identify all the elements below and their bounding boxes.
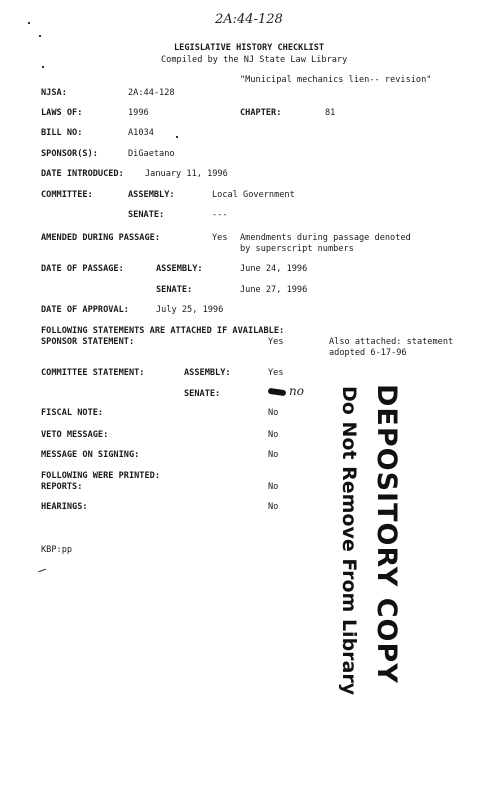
committee-statement-senate-label: SENATE:: [184, 389, 221, 399]
scan-speck: [42, 66, 44, 68]
laws-label: LAWS OF:: [41, 108, 83, 118]
date-introduced-label: DATE INTRODUCED:: [41, 169, 124, 179]
scan-speck: [176, 136, 178, 138]
bill-title: "Municipal mechanics lien-- revision": [240, 75, 432, 85]
hearings-value: No: [268, 502, 279, 512]
scan-speck: [38, 569, 46, 573]
message-on-signing-value: No: [268, 450, 279, 460]
bill-value: A1034: [128, 128, 154, 138]
committee-label: COMMITTEE:: [41, 190, 93, 200]
also-attached-line-1: Also attached: statement: [329, 337, 454, 347]
sponsor-statement-value: Yes: [268, 337, 284, 347]
amended-note-line-2: by superscript numbers: [240, 244, 354, 254]
following-printed-label: FOLLOWING WERE PRINTED:: [41, 471, 160, 481]
also-attached-line-2: adopted 6-17-96: [329, 348, 407, 358]
depository-stamp-line-2: Do Not Remove From Library: [338, 386, 360, 696]
committee-assembly-value: Local Government: [212, 190, 295, 200]
date-of-approval-value: July 25, 1996: [156, 305, 224, 315]
passage-senate-label: SENATE:: [156, 285, 193, 295]
fiscal-note-label: FISCAL NOTE:: [41, 408, 104, 418]
bill-label: BILL NO:: [41, 128, 83, 138]
laws-value: 1996: [128, 108, 149, 118]
njsa-label: NJSA:: [41, 88, 67, 98]
date-of-passage-label: DATE OF PASSAGE:: [41, 264, 124, 274]
passage-assembly-value: June 24, 1996: [240, 264, 308, 274]
committee-assembly-label: ASSEMBLY:: [128, 190, 175, 200]
chapter-value: 81: [325, 108, 336, 118]
scan-speck: [28, 22, 30, 24]
message-on-signing-label: MESSAGE ON SIGNING:: [41, 450, 140, 460]
committee-statement-assembly-value: Yes: [268, 368, 284, 378]
sponsor-label: SPONSOR(S):: [41, 149, 98, 159]
sponsor-value: DiGaetano: [128, 149, 175, 159]
depository-stamp-line-1: DEPOSITORY COPY: [371, 384, 402, 684]
committee-statement-label: COMMITTEE STATEMENT:: [41, 368, 145, 378]
date-introduced-value: January 11, 1996: [145, 169, 228, 179]
document-title: LEGISLATIVE HISTORY CHECKLIST: [174, 43, 325, 53]
statements-heading: FOLLOWING STATEMENTS ARE ATTACHED IF AVAILABLE:: [41, 326, 285, 336]
chapter-label: CHAPTER:: [240, 108, 282, 118]
amended-label: AMENDED DURING PASSAGE:: [41, 233, 160, 243]
amended-value: Yes: [212, 233, 228, 243]
reports-label: REPORTS:: [41, 482, 83, 492]
amended-note-line-1: Amendments during passage denoted: [240, 233, 411, 243]
committee-statement-senate-handwritten: no: [289, 384, 304, 398]
crossed-out-mark: [268, 388, 287, 396]
committee-senate-value: ---: [212, 210, 228, 220]
date-of-approval-label: DATE OF APPROVAL:: [41, 305, 129, 315]
fiscal-note-value: No: [268, 408, 279, 418]
passage-senate-value: June 27, 1996: [240, 285, 308, 295]
hearings-label: HEARINGS:: [41, 502, 88, 512]
passage-assembly-label: ASSEMBLY:: [156, 264, 203, 274]
scan-speck: [39, 35, 41, 37]
sponsor-statement-label: SPONSOR STATEMENT:: [41, 337, 135, 347]
committee-statement-assembly-label: ASSEMBLY:: [184, 368, 231, 378]
reports-value: No: [268, 482, 279, 492]
initials: KBP:pp: [41, 545, 73, 555]
handwritten-number: 2A:44-128: [215, 12, 283, 27]
document-subtitle: Compiled by the NJ State Law Library: [161, 55, 348, 65]
veto-message-value: No: [268, 430, 279, 440]
committee-senate-label: SENATE:: [128, 210, 165, 220]
njsa-value: 2A:44-128: [128, 88, 175, 98]
veto-message-label: VETO MESSAGE:: [41, 430, 109, 440]
